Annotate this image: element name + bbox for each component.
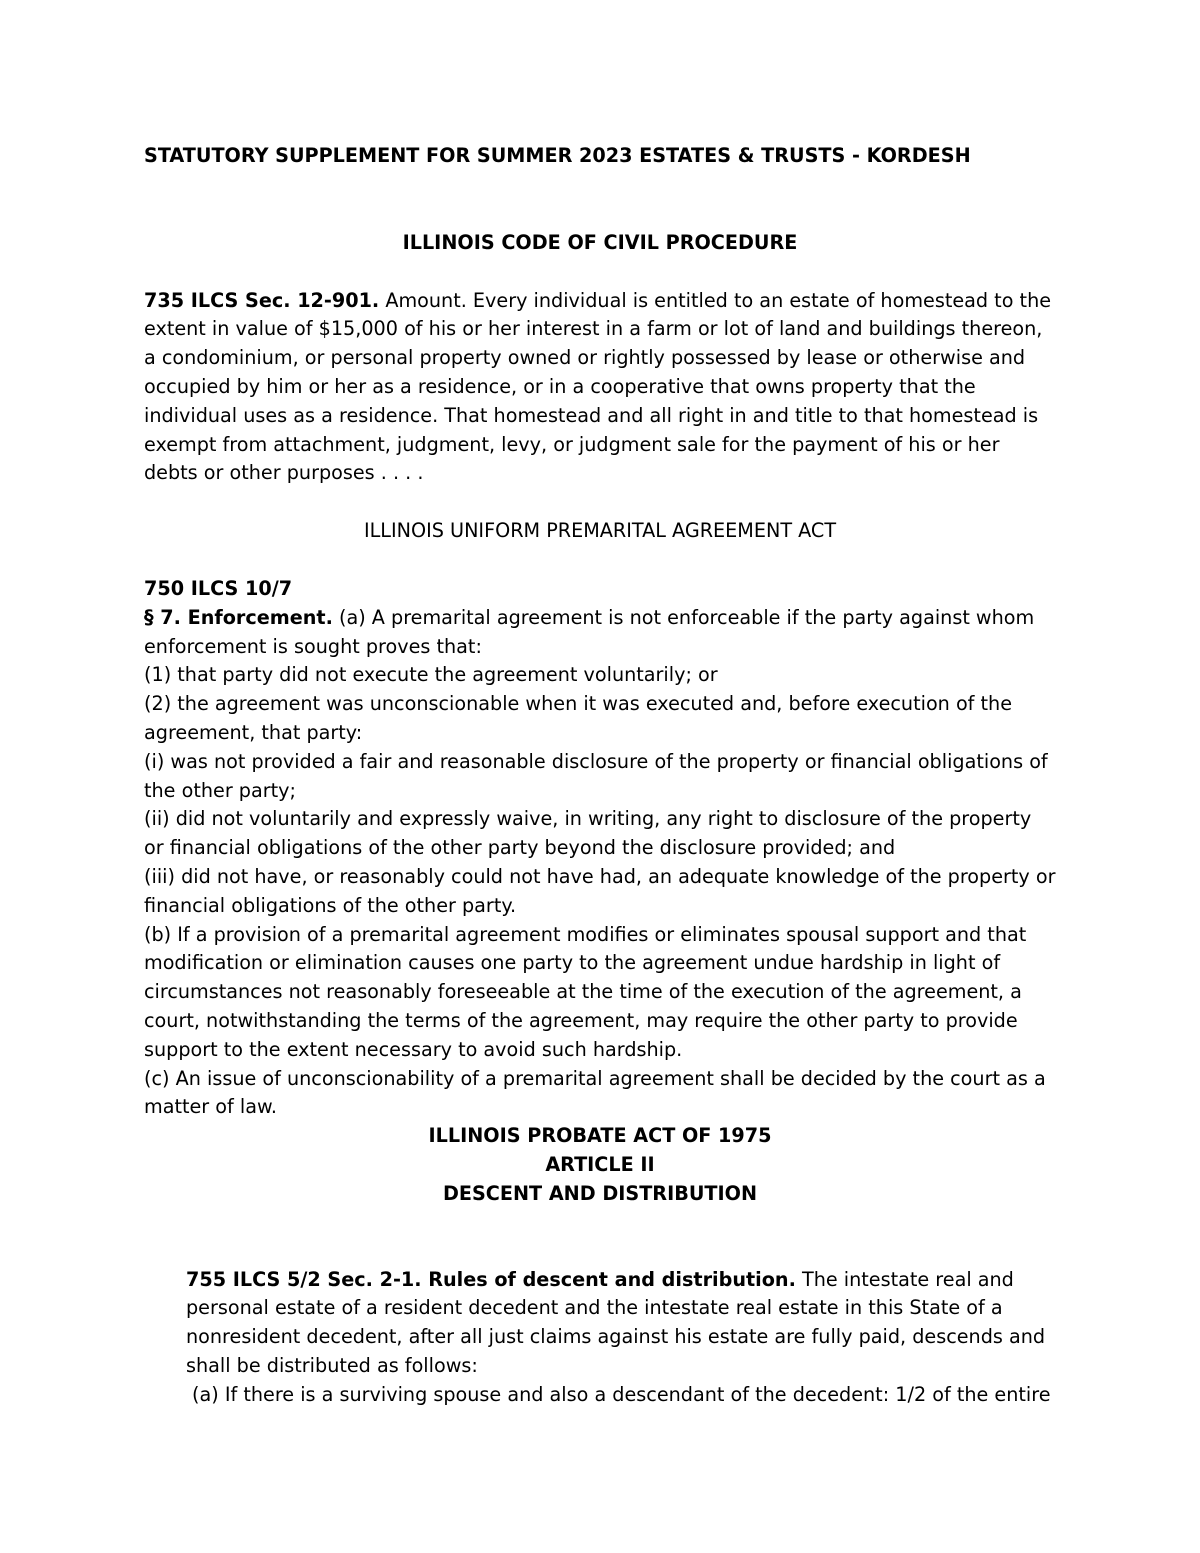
descent-block xyxy=(144,1266,1056,1410)
heading-premarital-act: ILLINOIS UNIFORM PREMARITAL AGREEMENT ACT xyxy=(363,519,837,543)
descent-text: The intestate real and personal estate of a resident decedent and the intestate real estate in this State of a nonresident decedent, after all just claims against his estate are fully paid, descends and shall be distributed as follows: xyxy=(186,1267,1046,1377)
descent-item-a: (a) If there is a surviving spouse and also a descendant of the decedent: 1/2 of the entire xyxy=(192,1382,1051,1406)
descent-paragraph xyxy=(186,1266,1056,1381)
enforcement-paragraph-a xyxy=(144,604,1056,662)
homestead-citation: 735 ILCS Sec. 12-901. xyxy=(144,288,380,312)
enforcement-item-ii: (ii) did not voluntarily and expressly waive, in writing, any right to disclosure of the property or financial obligations of the other party beyond the disclosure provided; and xyxy=(144,807,1032,860)
enforcement-item-iii: (iii) did not have, or reasonably could not have had, an adequate knowledge of the property or financial obligations of the other party. xyxy=(144,864,1056,917)
enforcement-item-1: (1) that party did not execute the agreement voluntarily; or xyxy=(144,663,718,687)
descent-citation: 755 ILCS 5/2 Sec. 2-1. Rules of descent and distribution. xyxy=(186,1267,796,1291)
heading-civil-procedure: ILLINOIS CODE OF CIVIL PROCEDURE xyxy=(402,230,798,254)
enforcement-paragraph-b: (b) If a provision of a premarital agreement modifies or eliminates spousal support and that modification or elimination causes one party to the agreement undue hardship in light of circumstances not reasonably foreseeable at the time of the execution of the agreement, a court, notwithstanding the terms of the agreement, may require the other party to provide support to the extent necessary to avoid such hardship. xyxy=(144,922,1027,1061)
enforcement-section-label: § 7. Enforcement. xyxy=(144,605,333,629)
heading-probate-act: ILLINOIS PROBATE ACT OF 1975 xyxy=(428,1124,772,1148)
homestead-text: Amount. Every individual is entitled to an estate of homestead to the extent in value of $15,000 of his or her interest in a farm or lot of land and buildings thereon, a condominium, or personal property owned or rightly possessed by lease or otherwise and occupied by him or her as a residence, or in a cooperative that owns property that the individual uses as a residence. That homestead and all right in and title to that homestead is exempt from attachment, judgment, levy, or judgment sale for the payment of his or her debts or other purposes . . . . xyxy=(144,288,1052,485)
homestead-paragraph xyxy=(144,287,1056,489)
premarital-citation: 750 ILCS 10/7 xyxy=(144,576,293,600)
enforcement-item-i: (i) was not provided a fair and reasonable disclosure of the property or financial obligations of the other party; xyxy=(144,749,1048,802)
heading-article: ARTICLE II xyxy=(545,1152,655,1176)
heading-descent: DESCENT AND DISTRIBUTION xyxy=(442,1181,758,1205)
enforcement-a-text: (a) A premarital agreement is not enforceable if the party against whom enforcement is sought proves that: xyxy=(144,605,1035,658)
enforcement-paragraph-c: (c) An issue of unconscionability of a premarital agreement shall be decided by the court as a matter of law. xyxy=(144,1066,1046,1119)
document-title: STATUTORY SUPPLEMENT FOR SUMMER 2023 ESTATES & TRUSTS - KORDESH xyxy=(144,144,971,167)
enforcement-item-2: (2) the agreement was unconscionable when it was executed and, before execution of the agreement, that party: xyxy=(144,692,1013,744)
document-body xyxy=(144,142,1056,1409)
